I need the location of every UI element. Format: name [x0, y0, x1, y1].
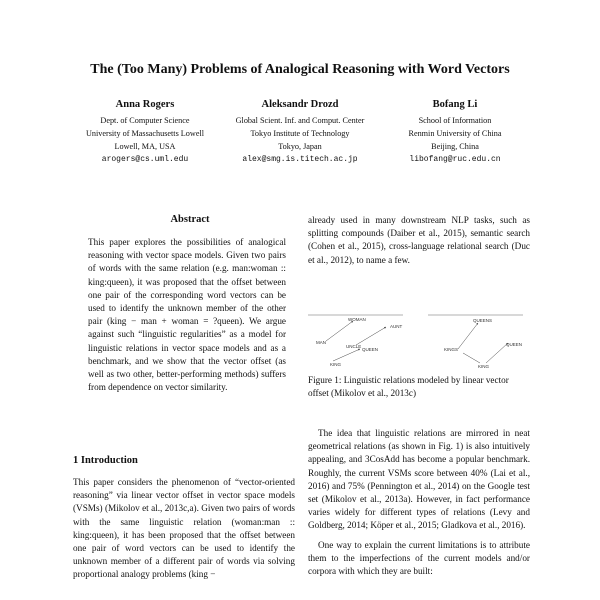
figure-label: UNCLE — [346, 344, 362, 349]
figure-label: KING — [478, 364, 490, 369]
author-block-3 — [355, 98, 555, 166]
figure-1 — [308, 313, 530, 369]
paper-title: The (Too Many) Problems of Analogical Reasoning with Word Vectors — [90, 62, 510, 77]
author-affiliation: University of Massachusetts Lowell — [85, 129, 204, 138]
relation-arrow — [458, 323, 478, 349]
right-column-body — [308, 427, 530, 584]
author-name: Bofang Li — [432, 99, 478, 110]
author-name: Aleksandr Drozd — [261, 99, 339, 110]
author-location: Tokyo, Japan — [278, 142, 322, 151]
abstract-heading: Abstract — [170, 214, 210, 225]
author-affiliation: Global Scient. Inf. and Comput. Center — [235, 116, 365, 125]
author-email: libofang@ruc.edu.cn — [409, 155, 501, 164]
relation-arrow — [463, 353, 480, 363]
relation-arrow — [326, 321, 353, 341]
section-heading-introduction: 1 Introduction — [73, 455, 138, 466]
author-email: arogers@cs.uml.edu — [101, 155, 189, 164]
body-paragraph: One way to explain the current limitations is to attribute them to the imperfections of the current models and/or corpora with which they are built: — [308, 539, 530, 577]
relation-arrow — [486, 343, 508, 363]
figure-label: KING — [330, 362, 342, 367]
figure-caption: Figure 1: Linguistic relations modeled by linear vector offset (Mikolov et al., 2013c) — [308, 375, 509, 399]
body-paragraph: The idea that linguistic relations are mirrored in neat geometrical relations (as shown in Fig. 1) is also intuitively appealing, and 3CosAdd has become a popular benchmark. Roughly, the current VSMs score between 40% (Lai et al., 2016) and 75% (Pennington et al., 2014) on the Google test set (Mikolov et al., 2013a). However, in fact performance varies widely for different types of relations (Levy and Goldberg, 2014; Köper et al., 2015; Gladkova et al., 2016). — [308, 428, 530, 531]
figure-label: QUEENS — [473, 318, 493, 323]
author-affiliation: Renmin University of China — [408, 129, 502, 138]
author-affiliation: Dept. of Computer Science — [100, 116, 190, 125]
relation-arrow — [356, 327, 386, 345]
author-location: Lowell, MA, USA — [114, 142, 176, 151]
abstract-text: This paper explores the possibilities of analogical reasoning with vector space models. Given two pairs of words with the same relation (e.g. man:woman :: king:queen), it was proposed that the offset between one pair of the corresponding word vectors can be used to identify the unknown member of the other pair (king − man + woman = ?queen). We argue against such “linguistic regularities” as a model for linguistic relations in vector space models and as a benchmark, and we show that the vector offset (as well as two other, better-performing methods) suffers from dependence on vector similarity. — [88, 237, 286, 393]
author-location: Beijing, China — [431, 142, 479, 151]
introduction-text: This paper considers the phenomenon of “vector-oriented reasoning” via linear vector offset in vector space models (VSMs) (Mikolov et al., 2013c,a). Given two pairs of words with the same linguistic relation (woman:man :: king:queen), it has been proposed that the offset between one pair of word vectors can be used to identify the unknown member of a different pair of words via solving proportional analogy problems (king − — [73, 477, 295, 580]
figure-label: KINGS — [444, 347, 459, 352]
author-name: Anna Rogers — [115, 99, 175, 110]
relation-arrow — [333, 349, 360, 361]
figure-label: MAN — [316, 340, 326, 345]
right-column-paragraph: already used in many downstream NLP tasks, such as splitting compounds (Daiber et al., 2015), semantic search (Cohen et al., 2015), cross-language relational search (Duc et al., 2012), to name a few. — [308, 215, 530, 265]
figure-label: QUEEN — [362, 347, 379, 352]
author-email: alex@smg.is.titech.ac.jp — [242, 155, 358, 164]
author-affiliation: School of Information — [418, 116, 492, 125]
figure-label: WOMAN — [348, 317, 366, 322]
figure-label: QUEEN — [506, 342, 523, 347]
figure-label: AUNT — [390, 324, 403, 329]
figure-diagram — [308, 313, 530, 369]
author-affiliation: Tokyo Institute of Technology — [250, 129, 350, 138]
